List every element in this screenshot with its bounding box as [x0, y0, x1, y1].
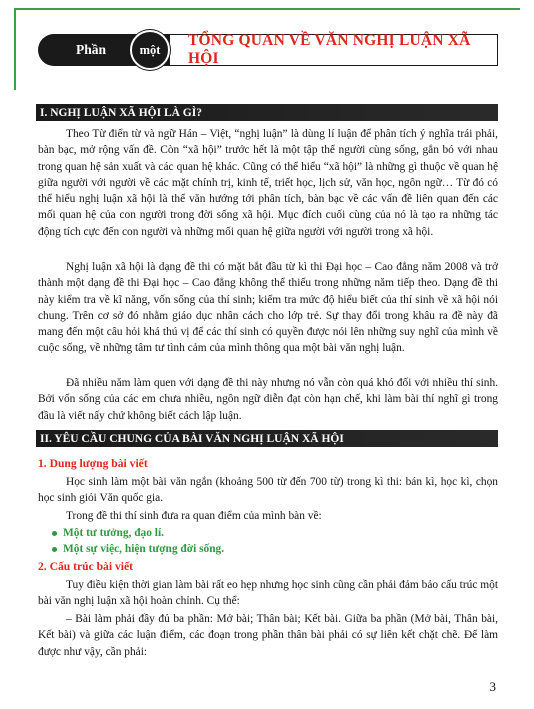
part-header: [38, 34, 498, 66]
bullet-dot-icon: [52, 531, 57, 536]
paragraph: Nghị luận xã hội là dạng đề thi có mặt bắt đầu từ kì thi Đại học – Cao đẳng năm 2008 và trở thành một dạng đề thi Đại học – Cao đẳng không thể thiếu trong những năm tiếp theo. Dạng đề thi này kiểm tra về kĩ năng, vốn sống của thí sinh; kiểm tra mức độ hiểu biết của thí sinh về xã hội nói chung. Trên cơ sở đó nhằm giáo dục nhân cách cho lớp trẻ. Sự thay đổi trong khâu ra đề này đã mang đến một câu hỏi khá thú vị để các thí sinh có quyền được nói lên những suy nghĩ của mình về cuộc sống, về những tâm tư tình cảm của mình thông qua một bài văn nghị luận.: [38, 261, 498, 355]
page-number: 3: [489, 679, 496, 694]
list-item: Một tư tưởng, đạo lí.: [52, 527, 164, 539]
paragraph: Học sinh làm một bài văn ngắn (khoảng 500 từ đến 700 từ) trong kì thi: bán kì, học kì, chọn học sinh giỏi Văn quốc gia.: [38, 476, 498, 505]
paragraph: Đã nhiều năm làm quen với dạng đề thi này nhưng nó vẫn còn quá khó đối với nhiều thí sinh. Bởi vốn sống của các em chưa nhiều, ngôn ngữ diễn đạt còn hạn chế, khi làm bài thí nghĩ gì trong đầu là viết nấy chứ không biết cách lập luận.: [38, 377, 498, 422]
paragraph: Theo Từ điển từ và ngữ Hán – Việt, “nghị luận” là dùng lí luận để phân tích ý nghĩa trái phải, bàn bạc, mở rộng vấn đề. Còn “xã hội” trước hết là một tập thể người cùng sống, gắn bó với nhau trong quan hệ sản xuất và các quan hệ khác. Cũng có thể hiểu “xã hội” là những gì thuộc về quan hệ giữa người với người về các mặt chính trị, kinh tế, triết học, lịch sử, văn học, ngôn ngữ… Từ đó có thể hiểu nghị luận xã hội là thể văn hướng tới phân tích, bàn bạc về các vấn đề liên quan đến các mối quan hệ của con người trong đời sống xã hội. Mục đích cuối cùng của nó là tạo ra những tác động tích cực đến con người và những mối quan hệ giữa người với người trong xã hội.: [38, 128, 498, 238]
left-border-rule: [14, 8, 16, 90]
part-title: TỔNG QUAN VỀ VĂN NGHỊ LUẬN XÃ HỘI: [170, 34, 498, 66]
section-heading-1: I. NGHỊ LUẬN XÃ HỘI LÀ GÌ?: [36, 104, 498, 121]
bullet-dot-icon: [52, 547, 57, 552]
list-item: Một sự việc, hiện tượng đời sống.: [52, 543, 224, 555]
paragraph: Trong đề thi thí sinh đưa ra quan điểm của mình bàn về:: [66, 510, 322, 522]
top-border-rule: [14, 8, 520, 10]
sub-heading: 2. Cấu trúc bài viết: [38, 560, 133, 573]
part-number-badge: một: [130, 30, 170, 70]
section-heading-2: II. YÊU CẦU CHUNG CỦA BÀI VĂN NGHỊ LUẬN XÃ HỘI: [36, 430, 498, 447]
part-label: Phần: [38, 34, 134, 66]
sub-heading: 1. Dung lượng bài viết: [38, 457, 148, 470]
paragraph: Tuy điều kiện thời gian làm bài rất eo hẹp nhưng học sinh cũng cần phải đảm bảo cấu trúc một bài văn nghị luận xã hội hoàn chỉnh. Cụ thể:: [38, 579, 498, 608]
paragraph: – Bài làm phải đầy đủ ba phần: Mở bài; Thân bài; Kết bài. Giữa ba phần (Mở bài, Thân bài, Kết bài) và giữa các luận điểm, các đoạn trong phần thân bài phải có sự liên kết chặt chẽ. Để làm được như vậy, cần phải:: [38, 613, 498, 658]
